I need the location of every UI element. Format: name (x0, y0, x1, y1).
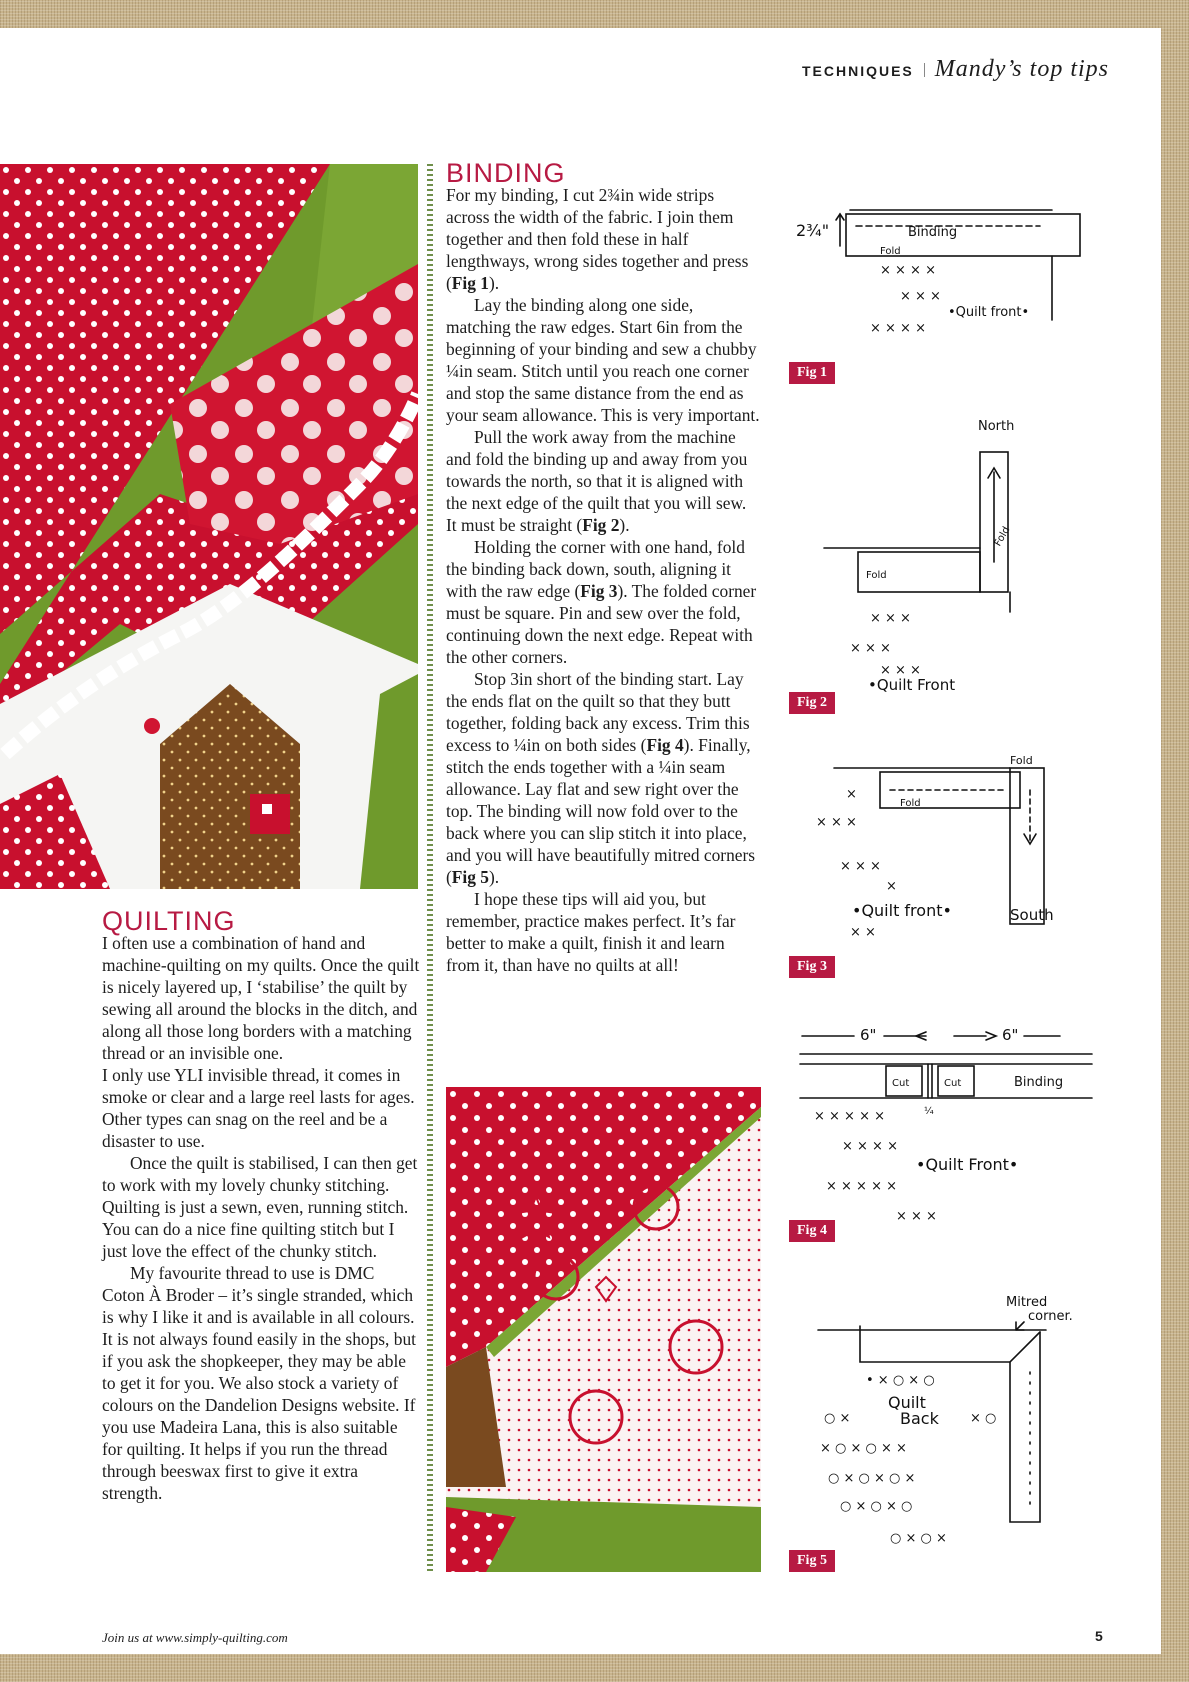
fig4-six-right: 6" (1002, 1026, 1019, 1044)
svg-text:× × × ×: × × × × (842, 1139, 898, 1154)
svg-text:× × ×: × × × (900, 289, 941, 304)
fig1-width-label: 2¾" (796, 221, 830, 240)
binding-p3-end: ). (619, 515, 630, 535)
fig1-reference: Fig 1 (451, 273, 489, 293)
quilting-paragraph-4: My favourite thread to use is DMC Coton À Broder – it’s single stranded, which is why I like it and is available in all colours. It is not always found easily in the shops, but if you ask the shopkeeper, they may be able to get it for you. We also stock a variety of colours on the Dandelion Designs website. If you use Madeira Lana, this is also suitable for quilting. It helps if you run the thread through beeswax first to give it extra strength. (102, 1263, 416, 1503)
fig3-front-label: •Quilt front• (852, 901, 952, 920)
svg-text:○ × ○ × ○: ○ × ○ × ○ (840, 1499, 913, 1514)
fig1-fold-label: Fold (880, 246, 901, 257)
svg-text:○ ×: ○ × (824, 1411, 851, 1426)
svg-text:× × × ×: × × × × × (814, 1109, 885, 1124)
fig3-south-label: South (1010, 906, 1054, 924)
fig2-front-label: •Quilt Front (868, 676, 956, 692)
fig1-caption: Fig 1 (789, 362, 835, 384)
fig2-fold2-label: Fold (992, 525, 1013, 549)
section-label: TECHNIQUES (801, 63, 914, 79)
fig4-reference: Fig 4 (646, 735, 684, 755)
svg-text:× × ×: × × × (870, 611, 911, 626)
fig3-fold2-label: Fold (900, 798, 921, 809)
binding-heading: BINDING (446, 158, 566, 188)
fig5-caption: Fig 5 (789, 1550, 835, 1572)
svg-text:× ○ × ○ × ×: × ○ × ○ × × (820, 1441, 907, 1456)
fig3-caption: Fig 3 (789, 956, 835, 978)
binding-paragraph-6: I hope these tips will aid you, but remember, practice makes perfect. It’s far better to make a quilt, finish it and learn from it, than have no quilts at all! (446, 889, 736, 975)
figure-1-sketch (790, 200, 1100, 350)
header-separator (924, 63, 925, 77)
figure-3-sketch (810, 750, 1080, 950)
fig2-fold-label: Fold (866, 570, 887, 581)
binding-p3-text: Pull the work away from the machine and fold the binding up and away from you towards the north, so that it is aligned with the next edge of the quilt that you will sew. It must be straight ( (446, 427, 748, 535)
svg-text:×: × (886, 879, 897, 894)
page-number: 5 (1095, 1628, 1103, 1644)
svg-text:• × ○ × ○: • × ○ × ○ (866, 1373, 935, 1388)
fig2-north-label: North (978, 419, 1015, 434)
fig2-caption: Fig 2 (789, 692, 835, 714)
svg-text:× × ×: × × × (840, 859, 881, 874)
svg-text:× × ×: × × × (880, 663, 921, 678)
svg-text:× × ×: × × × (850, 641, 891, 656)
binding-p4-text: Holding the corner with one hand, fold the binding back down, south, aligning it with the raw edge ( (446, 537, 745, 601)
binding-section (446, 158, 760, 976)
footer-website: Join us at www.simply-quilting.com (102, 1630, 288, 1645)
fig4-binding-label: Binding (1014, 1075, 1064, 1090)
fig4-six-left: 6" (860, 1026, 877, 1044)
fig5-reference: Fig 5 (451, 867, 489, 887)
fig3-reference: Fig 3 (580, 581, 618, 601)
binding-p1-end: ). (489, 273, 500, 293)
svg-text:× × × ×: × × × × (880, 263, 936, 278)
fig1-binding-label: Binding (908, 225, 958, 240)
figure-2-sketch (820, 412, 1070, 692)
svg-text:× ×: × × (850, 925, 876, 940)
binding-p1-text: For my binding, I cut 2¾in wide strips across the width of the fabric. I join them together and then fold these in half lengthways, wrong sides together and press ( (446, 185, 749, 293)
binding-paragraph-1 (446, 184, 760, 294)
fig4-cut-label: Cut (892, 1078, 910, 1089)
svg-text:×: × (846, 787, 857, 802)
quilting-section (102, 906, 420, 1504)
quilting-paragraph-1: I often use a combination of hand and machine-quilting on my quilts. Once the quilt is nicely layered up, I ‘stabilise’ the quilt by sewing all around the blocks in the ditch, and along all those long borders with a matching thread or an invisible one. (102, 933, 420, 1063)
column-title: Mandy’s top tips (934, 56, 1109, 82)
page-header (802, 56, 1109, 83)
svg-text:○ × ○ × ○ ×: ○ × ○ × ○ × (828, 1471, 916, 1486)
binding-paragraph-3 (446, 426, 760, 536)
svg-text:× × × ×: × × × × (870, 321, 926, 336)
quilt-photo-top (0, 164, 418, 889)
fig5-back-label-2: Back (900, 1409, 939, 1428)
column-divider (427, 164, 433, 1572)
fig1-front-label: •Quilt front• (948, 305, 1030, 320)
quilting-paragraph-2: I only use YLI invisible thread, it comes in smoke or clear and a large reel lasts for ages. Other types can snag on the reel and be a disaster to use. (102, 1065, 415, 1151)
fig5-mitred-label: Mitred (1006, 1295, 1048, 1310)
fig2-reference: Fig 2 (582, 515, 620, 535)
figure-4-sketch (796, 1020, 1096, 1230)
binding-p5-end: ). (489, 867, 500, 887)
binding-p5-text: Stop 3in short of the binding start. Lay the ends flat on the quilt so that they butt together, folding back any excess. Trim this excess to ¼in on both sides ( (446, 669, 750, 755)
fig5-back-label-1: Quilt (888, 1393, 926, 1412)
svg-text:× × × ×: × × × × × (826, 1179, 897, 1194)
fig5-corner-label: corner. (1028, 1309, 1073, 1324)
fig3-fold-label: Fold (1010, 754, 1033, 767)
binding-p5-middle: ). Finally, stitch the ends together with a ¼in seam allowance. Lay flat and sew right over the top. The binding will now fold over to the back where you can slip stitch it into place, and you will have beautifully mitred corners ( (446, 735, 756, 887)
binding-p4-end: ). The folded corner must be square. Pin and sew over the fold, continuing down the next edge. Repeat with the other corners. (446, 581, 757, 667)
svg-text:○ × ○ ×: ○ × ○ × (890, 1531, 947, 1546)
fig4-cut2-label: Cut (944, 1078, 962, 1089)
svg-text:× ○: × ○ (970, 1411, 997, 1426)
binding-paragraph-4 (446, 536, 760, 668)
fig4-quarter-label: ¼ (924, 1106, 934, 1117)
quilting-heading: QUILTING (102, 906, 236, 936)
quilt-photo-back (446, 1087, 761, 1572)
fig4-caption: Fig 4 (789, 1220, 835, 1242)
svg-text:× × ×: × × × (896, 1209, 937, 1224)
quilting-paragraph-3: Once the quilt is stabilised, I can then get to work with my lovely chunky stitching. Quilting is just a sewn, even, running stitch. You can do a nice fine quilting stitch but I just love the effect of the chunky stitch. (102, 1153, 418, 1261)
figure-5-sketch (810, 1292, 1100, 1562)
binding-paragraph-5 (446, 668, 760, 888)
fig4-front-label: •Quilt Front• (916, 1155, 1019, 1174)
svg-text:× × ×: × × × (816, 815, 857, 830)
binding-paragraph-2: Lay the binding along one side, matching the raw edges. Start 6in from the beginning of your binding and sew a chubby ¼in seam. Stitch until you reach one corner and stop the same distance from the end as your seam allowance. This is very important. (446, 295, 760, 425)
